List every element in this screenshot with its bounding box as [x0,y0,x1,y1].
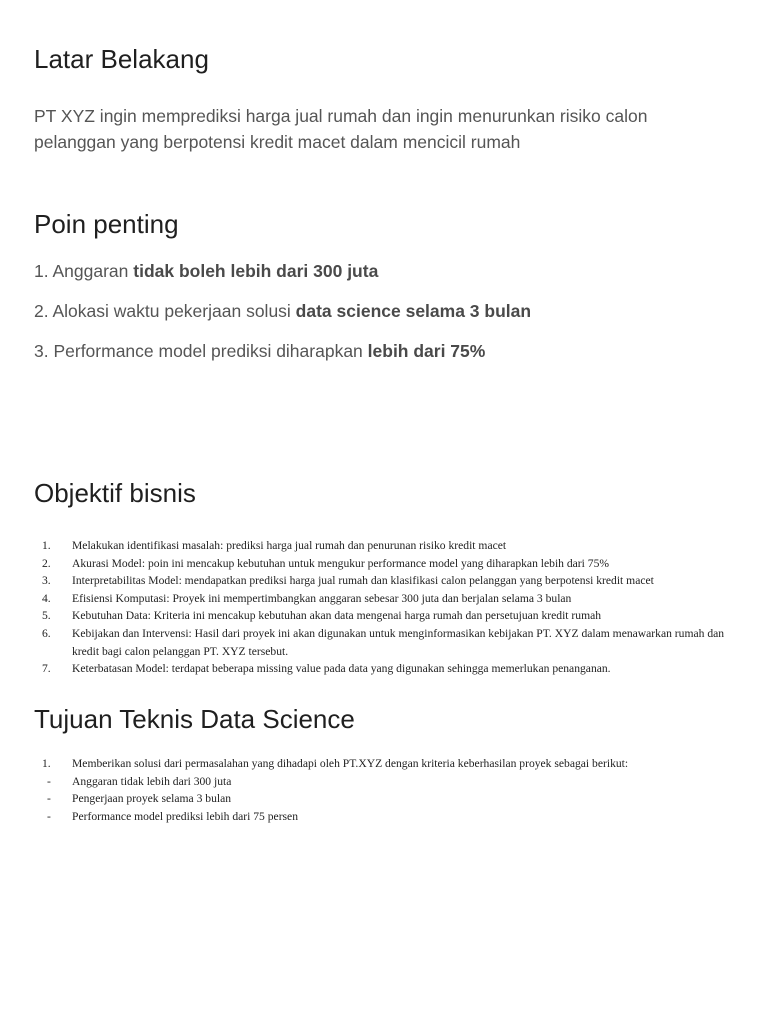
list-item: 1. Memberikan solusi dari permasalahan yang dihadapi oleh PT.XYZ dengan kriteria keberhasilan proyek sebagai berikut: [42,757,629,770]
list-item: - Performance model prediksi lebih dari 75 persen [47,809,299,823]
list-item: 6. Kebijakan dan Intervensi: Hasil dari proyek ini akan digunakan untuk menginformasikan kebijakan PT. XYZ dalam menawarkan rumah dan kredit bagi calon pelanggan PT. XYZ tersebut. [42,626,725,658]
list-item: 7. Keterbatasan Model: terdapat beberapa missing value pada data yang digunakan sehingga memerlukan penanganan. [42,662,611,676]
poin-penting-list [34,259,531,379]
list-item: 3. Interpretabilitas Model: mendapatkan prediksi harga jual rumah dan klasifikasi calon pelanggan yang berpotensi kredit macet [42,574,654,588]
objektif-bisnis-list [34,537,740,678]
list-item: 4. Efisiensi Komputasi: Proyek ini mempertimbangkan anggaran sebesar 300 juta dan berjalan selama 3 bulan [42,591,572,605]
poin-penting-heading: Poin penting [34,209,179,239]
poin-item: 1. Anggaran tidak boleh lebih dari 300 juta [34,261,379,281]
latar-belakang-text: PT XYZ ingin memprediksi harga jual rumah dan ingin menurunkan risiko calon pelanggan yang berpotensi kredit macet dalam mencicil rumah [34,106,648,152]
list-item: - Anggaran tidak lebih dari 300 juta [47,774,232,788]
tujuan-teknis-list [34,755,740,825]
objektif-bisnis-heading: Objektif bisnis [34,478,196,508]
list-item: 5. Kebutuhan Data: Kriteria ini mencakup kebutuhan akan data mengenai harga rumah dan persetujuan kredit rumah [42,609,602,623]
poin-item: 2. Alokasi waktu pekerjaan solusi data science selama 3 bulan [34,301,532,321]
latar-belakang-heading: Latar Belakang [34,44,209,74]
list-item: - Pengerjaan proyek selama 3 bulan [47,792,232,806]
poin-item: 3. Performance model prediksi diharapkan lebih dari 75% [34,341,486,361]
list-item: 2. Akurasi Model: poin ini mencakup kebutuhan untuk mengukur performance model yang diharapkan lebih dari 75% [42,556,610,570]
list-item: 1. Melakukan identifikasi masalah: prediksi harga jual rumah dan penurunan risiko kredit macet [42,539,507,552]
tujuan-teknis-heading: Tujuan Teknis Data Science [34,704,355,734]
